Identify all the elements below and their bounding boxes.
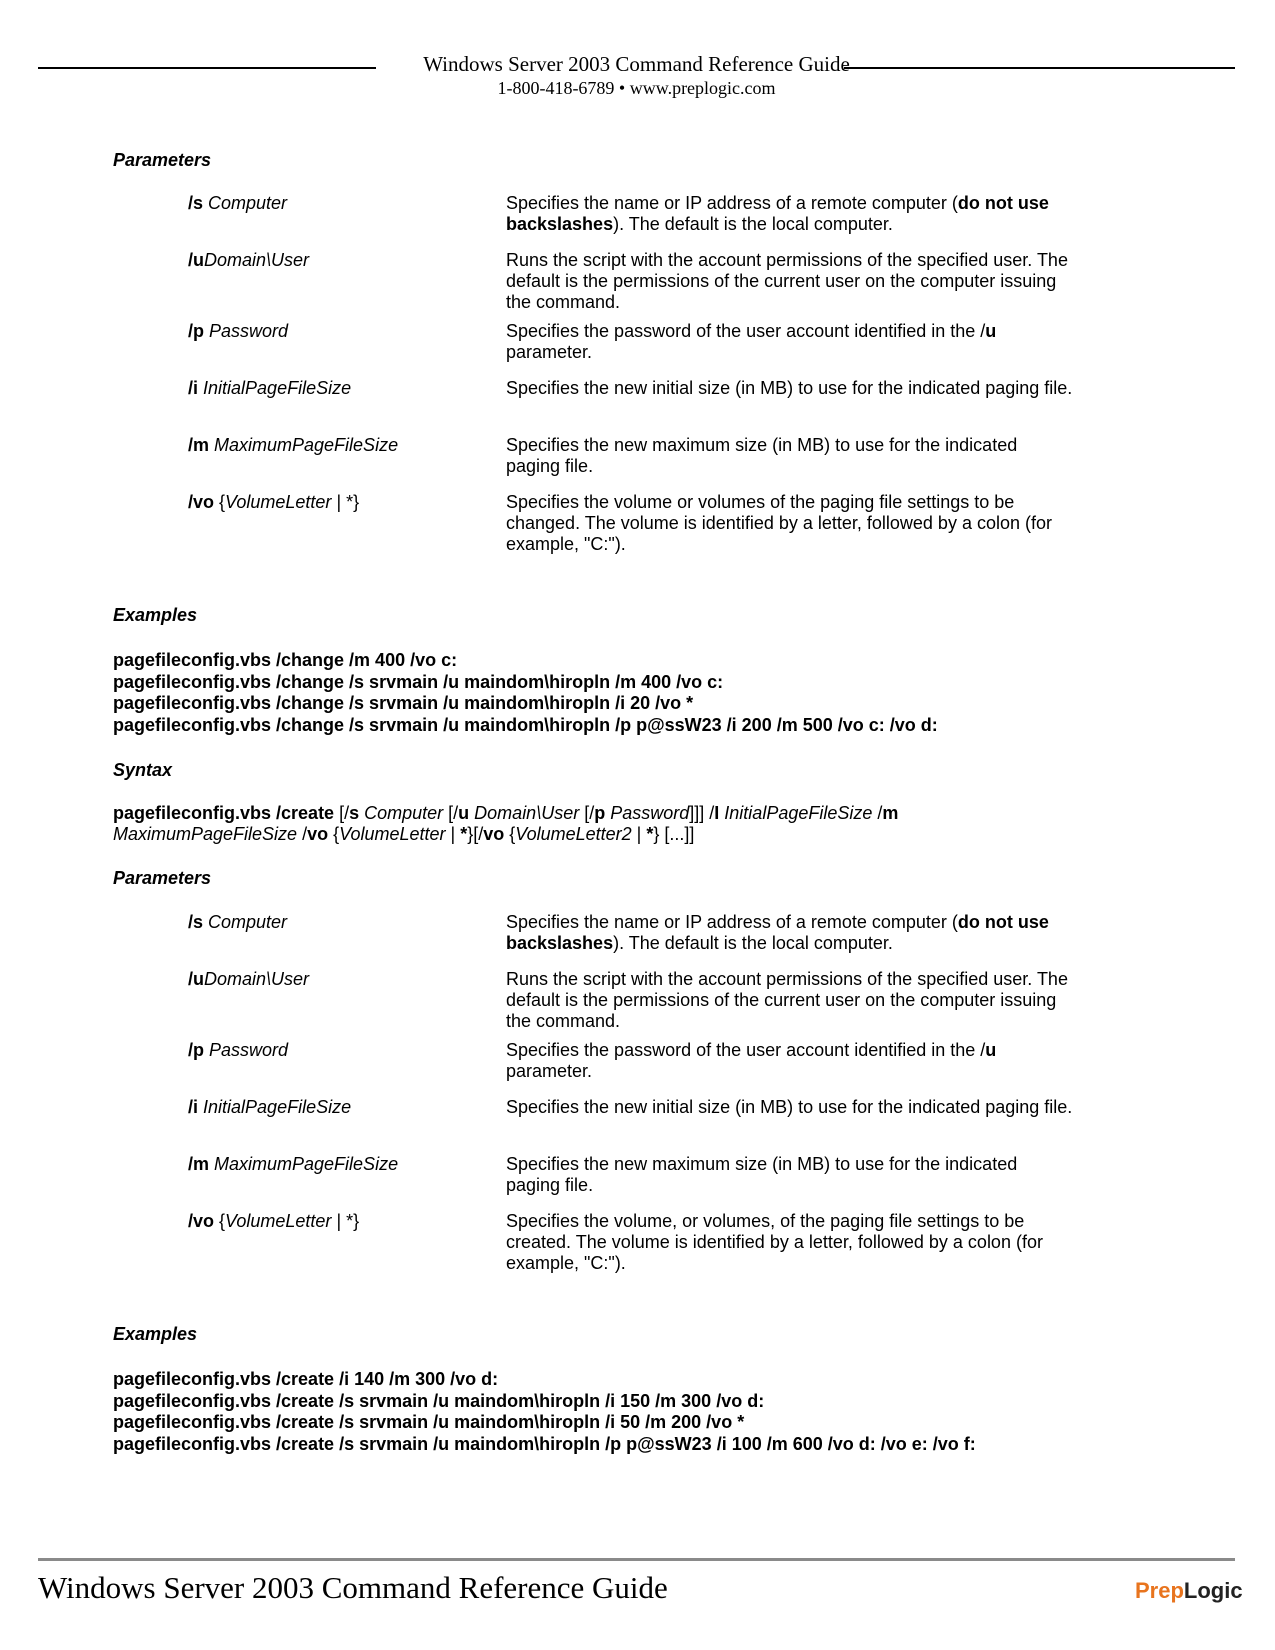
param-name: /i InitialPageFileSize <box>188 1097 352 1117</box>
footer-rule <box>38 1558 1235 1561</box>
example-line: pagefileconfig.vbs /change /m 400 /vo c: <box>113 650 458 670</box>
param-description: Specifies the new initial size (in MB) to use for the indicated paging file. <box>506 1097 1073 1117</box>
param-name: /p Password <box>188 321 289 341</box>
syntax-line: pagefileconfig.vbs /create [/s Computer [/u Domain\User [/p Password]]] /I InitialPageFileSize /m <box>113 803 899 823</box>
preplogic-logo: PrepLogic <box>1135 1578 1243 1603</box>
param-description: Runs the script with the account permissions of the specified user. The default is the permissions of the current user on the computer issuing the command. <box>506 969 1068 1031</box>
example-line: pagefileconfig.vbs /change /s srvmain /u maindom\hiropln /p p@ssW23 /i 200 /m 500 /vo c: /vo d: <box>113 714 938 735</box>
param-name: /i InitialPageFileSize <box>188 378 352 398</box>
param-name: /m MaximumPageFileSize <box>188 1154 399 1174</box>
header-subtitle: 1-800-418-6789 • www.preplogic.com <box>497 78 776 98</box>
param-name: /vo {VolumeLetter | *} <box>188 492 360 512</box>
param-name: /s Computer <box>188 193 288 213</box>
param-name: /vo {VolumeLetter | *} <box>188 1211 360 1231</box>
example-line: pagefileconfig.vbs /create /i 140 /m 300 /vo d: <box>113 1369 499 1389</box>
example-line: pagefileconfig.vbs /create /s srvmain /u maindom\hiropln /p p@ssW23 /i 100 /m 600 /vo d: /vo e: /vo f: <box>113 1433 976 1454</box>
example-line: pagefileconfig.vbs /create /s srvmain /u maindom\hiropln /i 150 /m 300 /vo d: <box>113 1390 765 1411</box>
param-name: /p Password <box>188 1040 289 1060</box>
param-name: /uDomain\User <box>188 969 310 989</box>
page-header <box>38 50 1235 100</box>
syntax-line: MaximumPageFileSize /vo {VolumeLetter | *}[/vo {VolumeLetter2 | *} [...]] <box>113 824 695 844</box>
param-name: /s Computer <box>188 912 288 932</box>
parameters-heading: Parameters <box>113 150 212 170</box>
param-name: /m MaximumPageFileSize <box>188 435 399 455</box>
example-line: pagefileconfig.vbs /change /s srvmain /u maindom\hiropln /i 20 /vo * <box>113 693 694 713</box>
param-description: Specifies the name or IP address of a remote computer (do not use backslashes). The default is the local computer. <box>506 912 1049 953</box>
header-title: Windows Server 2003 Command Reference Guide <box>423 52 850 76</box>
example-line: pagefileconfig.vbs /create /s srvmain /u maindom\hiropln /i 50 /m 200 /vo * <box>113 1412 745 1432</box>
examples-heading: Examples <box>113 605 198 625</box>
param-description: Runs the script with the account permissions of the specified user. The default is the permissions of the current user on the computer issuing the command. <box>506 250 1068 312</box>
param-description: Specifies the volume or volumes of the paging file settings to be changed. The volume is identified by a letter, followed by a colon (for example, "C:"). <box>506 492 1052 554</box>
example-line: pagefileconfig.vbs /change /s srvmain /u maindom\hiropln /m 400 /vo c: <box>113 671 724 692</box>
param-name: /uDomain\User <box>188 250 310 270</box>
param-description: Specifies the volume, or volumes, of the paging file settings to be created. The volume is identified by a letter, followed by a colon (for example, "C:"). <box>506 1211 1043 1273</box>
param-description: Specifies the new maximum size (in MB) to use for the indicated paging file. <box>506 435 1018 476</box>
param-description: Specifies the password of the user account identified in the /u parameter. <box>506 321 997 362</box>
examples-heading: Examples <box>113 1324 198 1344</box>
param-description: Specifies the name or IP address of a remote computer (do not use backslashes). The default is the local computer. <box>506 193 1049 234</box>
param-description: Specifies the new initial size (in MB) to use for the indicated paging file. <box>506 378 1073 398</box>
parameters-heading: Parameters <box>113 868 212 888</box>
footer-title: Windows Server 2003 Command Reference Guide <box>38 1570 668 1605</box>
syntax-heading: Syntax <box>113 760 173 780</box>
param-description: Specifies the new maximum size (in MB) to use for the indicated paging file. <box>506 1154 1018 1195</box>
param-description: Specifies the password of the user account identified in the /u parameter. <box>506 1040 997 1081</box>
